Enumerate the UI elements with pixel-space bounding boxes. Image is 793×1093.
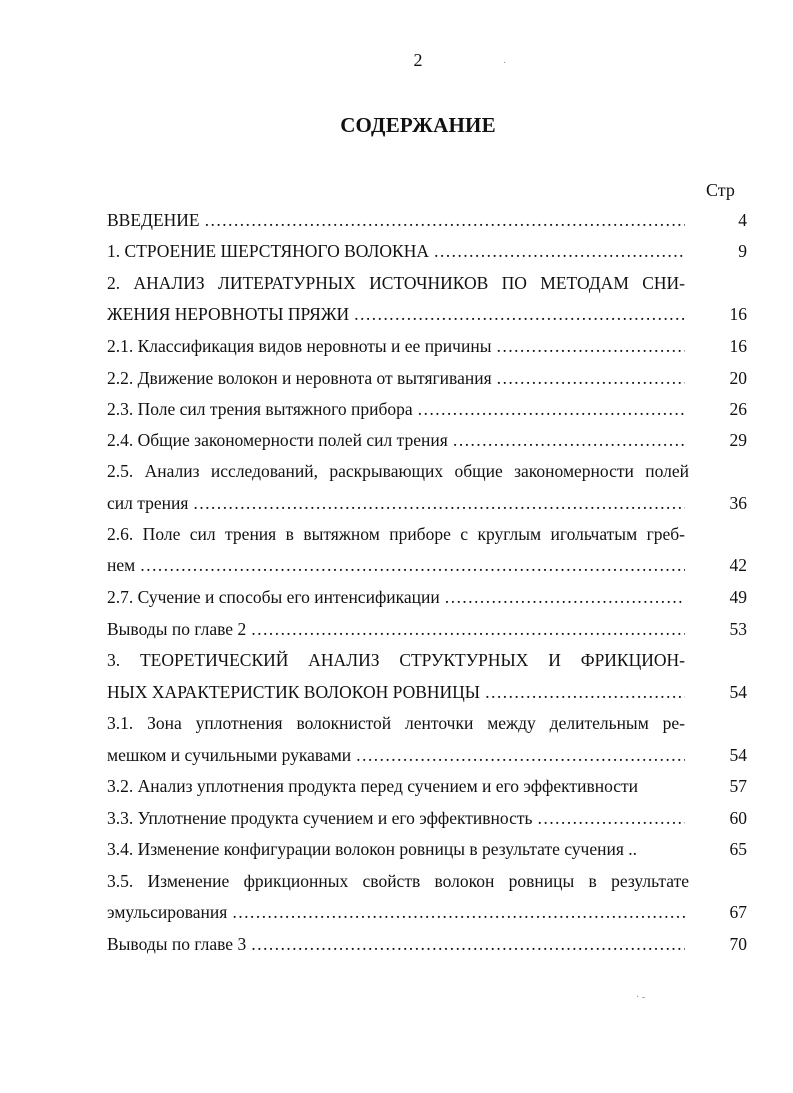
toc-entry-page: 29	[729, 430, 747, 450]
toc-entry	[107, 803, 747, 834]
toc-entry-page: 54	[729, 682, 747, 702]
toc-entry	[107, 236, 747, 267]
toc-entry-text: 2.7. Сучение и способы его интенсификации ……………………………………………………………………………………………………………………………………	[107, 582, 685, 613]
toc-entry	[107, 677, 747, 708]
toc-entry	[107, 299, 747, 330]
toc-entry	[107, 268, 747, 299]
toc-entry-text: сил трения ……………………………………………………………………………………………………………………………………	[107, 488, 685, 519]
toc-entry-page: 9	[738, 241, 747, 261]
toc-entry-text: 3. ТЕОРЕТИЧЕСКИЙ АНАЛИЗ СТРУКТУРНЫХ И ФРИКЦИОН-	[107, 650, 685, 670]
toc-entry-text: нем ……………………………………………………………………………………………………………………………………	[107, 550, 685, 581]
toc-entry-page: 67	[729, 902, 747, 922]
toc-entry	[107, 488, 747, 519]
toc-entry	[107, 205, 747, 236]
toc-entry-text: 3.2. Анализ уплотнения продукта перед сучением и его эффективности	[107, 776, 639, 796]
toc-entry-text: ЖЕНИЯ НЕРОВНОТЫ ПРЯЖИ ……………………………………………………………………………………………………………………………………	[107, 299, 685, 330]
toc-entry	[107, 834, 747, 865]
toc-entry	[107, 582, 747, 613]
toc-entry-text: ВВЕДЕНИЕ ……………………………………………………………………………………………………………………………………	[107, 205, 685, 236]
toc-entry	[107, 740, 747, 771]
toc-entry	[107, 363, 747, 394]
toc-entry-text: мешком и сучильными рукавами ……………………………………………………………………………………………………………………………………	[107, 740, 685, 771]
toc-entry	[107, 394, 747, 425]
toc-entry-page: 57	[729, 776, 747, 796]
toc-entry	[107, 614, 747, 645]
toc-entry-text: 3.3. Уплотнение продукта сучением и его эффективность ……………………………………………………………………………………………………………………………………	[107, 803, 685, 834]
toc-entry-page: 60	[729, 808, 747, 828]
toc-entry-text: 3.4. Изменение конфигурации волокон ровницы в результате сучения ..	[107, 839, 638, 859]
toc-entry-text: 2.3. Поле сил трения вытяжного прибора ……………………………………………………………………………………………………………………………………	[107, 394, 685, 425]
toc-entry	[107, 519, 747, 550]
toc-entry-page: 49	[729, 587, 747, 607]
toc-entry-text: 2.2. Движение волокон и неровнота от вытягивания ……………………………………………………………………………………………………………………………………	[107, 363, 685, 394]
toc-entry	[107, 771, 747, 802]
toc-entry-text: НЫХ ХАРАКТЕРИСТИК ВОЛОКОН РОВНИЦЫ ……………………………………………………………………………………………………………………………………	[107, 677, 685, 708]
toc-entry	[107, 550, 747, 581]
toc-entry-text: 2.1. Классификация видов неровноты и ее причины ……………………………………………………………………………………………………………………………………	[107, 331, 685, 362]
toc-entry-page: 70	[729, 934, 747, 954]
toc-entry	[107, 331, 747, 362]
toc-entry	[107, 425, 747, 456]
toc-entry-text: 2.5. Анализ исследований, раскрывающих общие закономерности полей	[107, 461, 689, 481]
toc-entry-page: 16	[729, 336, 747, 356]
toc-entry-text: 2.6. Поле сил трения в вытяжном приборе с круглым игольчатым греб-	[107, 524, 685, 544]
toc-entry	[107, 897, 747, 928]
toc-entry-page: 53	[729, 619, 747, 639]
toc-entry-page: 16	[729, 304, 747, 324]
toc-entry-text: Выводы по главе 2 ……………………………………………………………………………………………………………………………………	[107, 614, 685, 645]
toc-entry-text: Выводы по главе 3 ……………………………………………………………………………………………………………………………………	[107, 929, 685, 960]
scan-speck: ·	[503, 58, 507, 69]
toc-entry-page: 26	[729, 399, 747, 419]
page-column-header: Стр	[706, 180, 735, 200]
toc-entry-text: 1. СТРОЕНИЕ ШЕРСТЯНОГО ВОЛОКНА ……………………………………………………………………………………………………………………………………	[107, 236, 685, 267]
toc-entry-page: 36	[729, 493, 747, 513]
toc-entry	[107, 645, 747, 676]
page-title: СОДЕРЖАНИЕ	[340, 113, 496, 137]
toc-entry	[107, 456, 747, 487]
toc-entry	[107, 866, 747, 897]
toc-entry-text: эмульсирования ……………………………………………………………………………………………………………………………………	[107, 897, 685, 928]
page-number: 2	[413, 50, 423, 70]
toc-entry-text: 3.5. Изменение фрикционных свойств волокон ровницы в результате	[107, 871, 689, 891]
toc-entry-text: 2. АНАЛИЗ ЛИТЕРАТУРНЫХ ИСТОЧНИКОВ ПО МЕТОДАМ СНИ-	[107, 273, 685, 293]
toc-entry	[107, 929, 747, 960]
toc-entry	[107, 708, 747, 739]
toc-entry-page: 20	[729, 368, 747, 388]
scan-speck: · -	[636, 992, 646, 1003]
toc-entry-text: 3.1. Зона уплотнения волокнистой ленточки между делительным ре-	[107, 713, 685, 733]
toc-entry-page: 54	[729, 745, 747, 765]
toc-entry-page: 4	[738, 210, 747, 230]
toc-entry-page: 65	[729, 839, 747, 859]
toc-entry-page: 42	[729, 555, 747, 575]
toc-entry-text: 2.4. Общие закономерности полей сил трения ……………………………………………………………………………………………………………………………………	[107, 425, 685, 456]
